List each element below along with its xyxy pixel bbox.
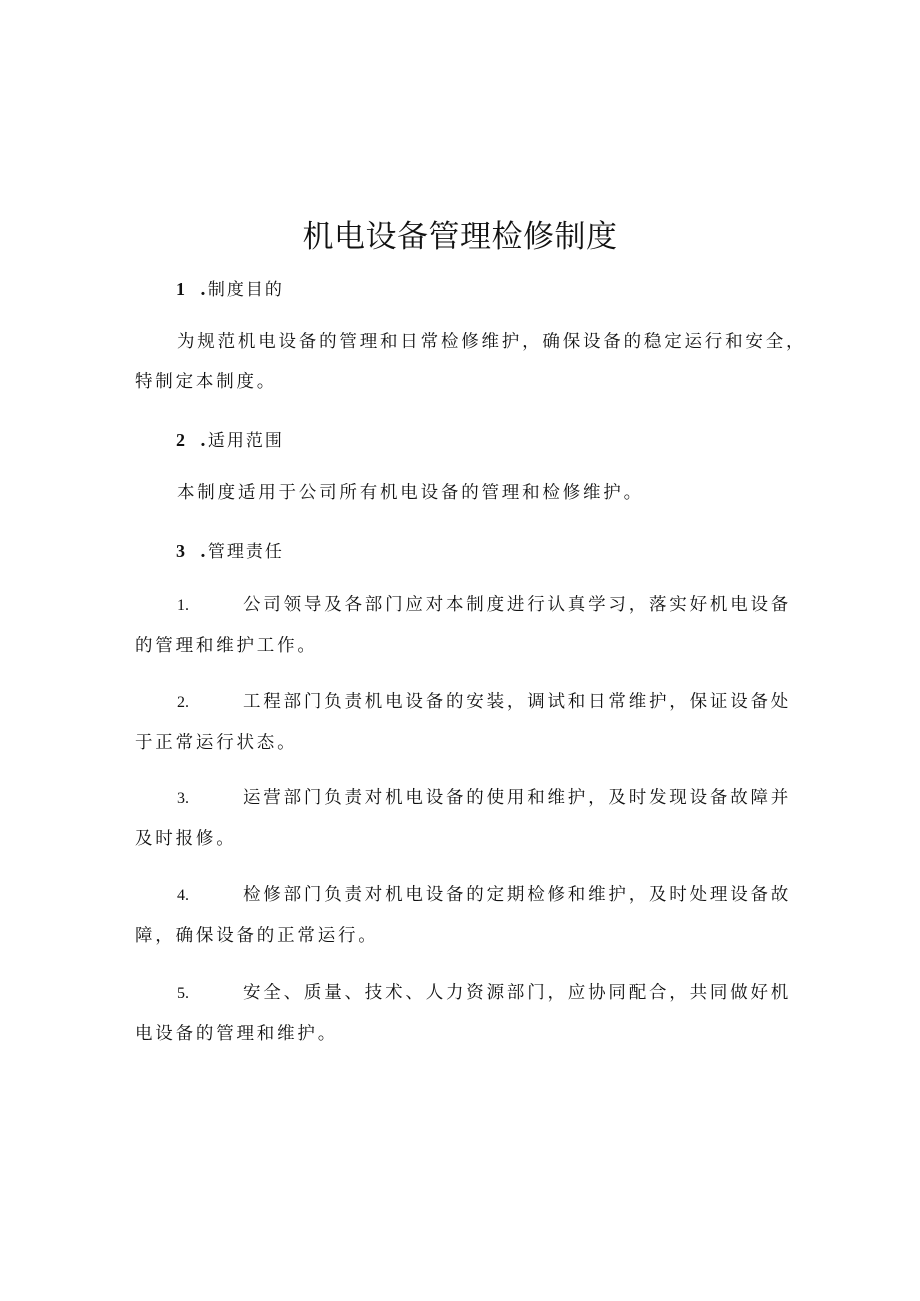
section-heading-2 (176, 427, 284, 454)
list-item (135, 875, 805, 956)
list-item-text: 电设备的管理和维护。 (135, 1024, 338, 1044)
paragraph-line: 特制定本制度。 (135, 372, 278, 392)
list-item-number: 1. (177, 597, 189, 614)
list-item (135, 682, 805, 763)
section-title: 适用范围 (207, 431, 284, 451)
list-item-number: 2. (177, 694, 189, 711)
list-item-number: 4. (177, 887, 189, 904)
list-item-text: 的管理和维护工作。 (135, 636, 318, 656)
list-item-text: 工程部门负责机电设备的安装，调试和日常维护，保证设备处 (243, 692, 792, 712)
list-item-text: 运营部门负责对机电设备的使用和维护，及时发现设备故障并 (243, 788, 792, 808)
list-item-number: 5. (177, 985, 189, 1002)
list-item-text: 安全、质量、技术、人力资源部门，应协同配合，共同做好机 (243, 983, 792, 1003)
document-title: 机电设备管理检修制度 (302, 219, 618, 255)
section-heading-1 (176, 276, 284, 303)
list-item-text: 于正常运行状态。 (135, 733, 298, 753)
list-item-number: 3. (177, 790, 189, 807)
section-heading-3 (176, 538, 284, 565)
section-number: 2 (176, 430, 185, 450)
list-item-text: 检修部门负责对机电设备的定期检修和维护，及时处理设备故 (243, 885, 792, 905)
paragraph-line: 本制度适用于公司所有机电设备的管理和检修维护。 (177, 483, 644, 503)
section-paragraph-1 (135, 322, 805, 402)
list-item-text: 及时报修。 (135, 829, 237, 849)
paragraph-line: 为规范机电设备的管理和日常检修维护，确保设备的稳定运行和安全， (177, 332, 807, 352)
list-item-text: 障，确保设备的正常运行。 (135, 926, 379, 946)
list-item (135, 973, 805, 1054)
section-paragraph-2 (135, 473, 805, 513)
section-dot: . (200, 280, 206, 300)
list-item (135, 778, 805, 859)
list-item (135, 585, 805, 666)
list-item-text: 公司领导及各部门应对本制度进行认真学习，落实好机电设备 (243, 595, 792, 615)
section-title: 制度目的 (207, 280, 284, 300)
section-number: 3 (176, 541, 185, 561)
section-title: 管理责任 (207, 542, 284, 562)
section-number: 1 (176, 279, 185, 299)
section-dot: . (200, 542, 206, 562)
section-dot: . (200, 431, 206, 451)
